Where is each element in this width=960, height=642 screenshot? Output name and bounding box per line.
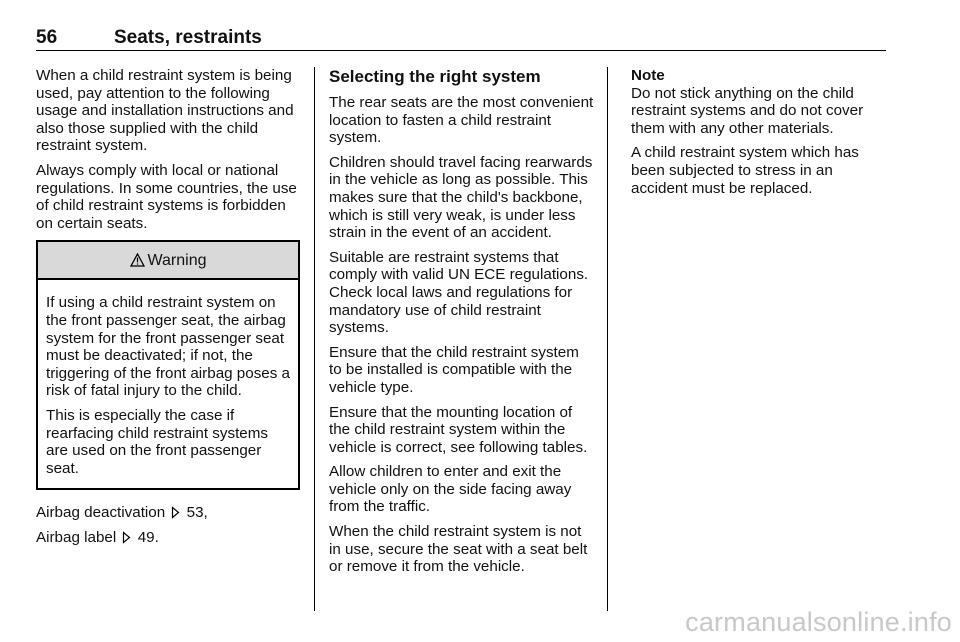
paragraph: Allow children to enter and exit the vehicle only on the side facing away from the traffic. — [329, 463, 572, 516]
cross-reference[interactable] — [36, 529, 300, 547]
note-label: Note — [631, 67, 665, 84]
warning-triangle-icon — [130, 253, 145, 267]
reference-page: 53, — [186, 504, 208, 522]
cross-reference[interactable] — [36, 504, 300, 522]
column-divider — [607, 67, 608, 611]
paragraph: Suitable are restraint systems that comply with valid UN ECE regulations. Check local laws and regulations for mandatory use of child restraint systems. — [329, 248, 589, 337]
paragraph: Children should travel facing rearwards in the vehicle as long as possible. This makes sure that the child's backbone, which is still very weak, is under less strain in the event of an accident. — [329, 153, 593, 242]
paragraph: When a child restraint system is being used, pay attention to the following usage and installation instructions and also those supplied with the child restraint system. — [36, 67, 294, 155]
page-reference-icon — [122, 531, 131, 544]
paragraph: Ensure that the mounting location of the child restraint system within the vehicle is correct, see following tables. — [329, 403, 588, 456]
watermark: carmanualsonline.info — [685, 607, 952, 637]
note-paragraph: Do not stick anything on the child restraint systems and do not cover them with any other materials. — [631, 84, 864, 137]
reference-text: Airbag deactivation — [36, 504, 166, 522]
page-number: 56 — [36, 27, 58, 48]
warning-body — [38, 280, 298, 488]
paragraph: Ensure that the child restraint system to be installed is compatible with the vehicle type. — [329, 343, 579, 396]
paragraph: When the child restraint system is not in use, secure the seat with a seat belt or remove it from the vehicle. — [329, 523, 588, 576]
section-heading: Selecting the right system — [329, 67, 541, 86]
warning-box — [36, 240, 300, 490]
paragraph: The rear seats are the most convenient location to fasten a child restraint system. — [329, 94, 594, 147]
paragraph: A child restraint system which has been subjected to stress in an accident must be replaced. — [631, 144, 859, 197]
column-divider — [314, 67, 315, 611]
reference-page: 49. — [137, 528, 159, 546]
page-header — [36, 28, 886, 51]
paragraph: Always comply with local or national regulations. In some countries, the use of child restraint systems is forbidden on certain seats. — [36, 161, 297, 232]
warning-paragraph: If using a child restraint system on the front passenger seat, the airbag system for the front passenger seat must be deactivated; if not, the triggering of the front airbag poses a risk of fatal injury to the child. — [46, 294, 290, 400]
warning-header — [38, 242, 298, 280]
column-left — [36, 67, 300, 553]
column-middle — [329, 67, 594, 583]
column-right — [631, 67, 883, 204]
section-title: Seats, restraints — [114, 27, 262, 48]
warning-title: Warning — [147, 251, 207, 269]
warning-paragraph: This is especially the case if rearfacing child restraint systems are used on the front passenger seat. — [46, 406, 268, 477]
page-reference-icon — [171, 506, 180, 519]
reference-text: Airbag label — [36, 528, 117, 546]
